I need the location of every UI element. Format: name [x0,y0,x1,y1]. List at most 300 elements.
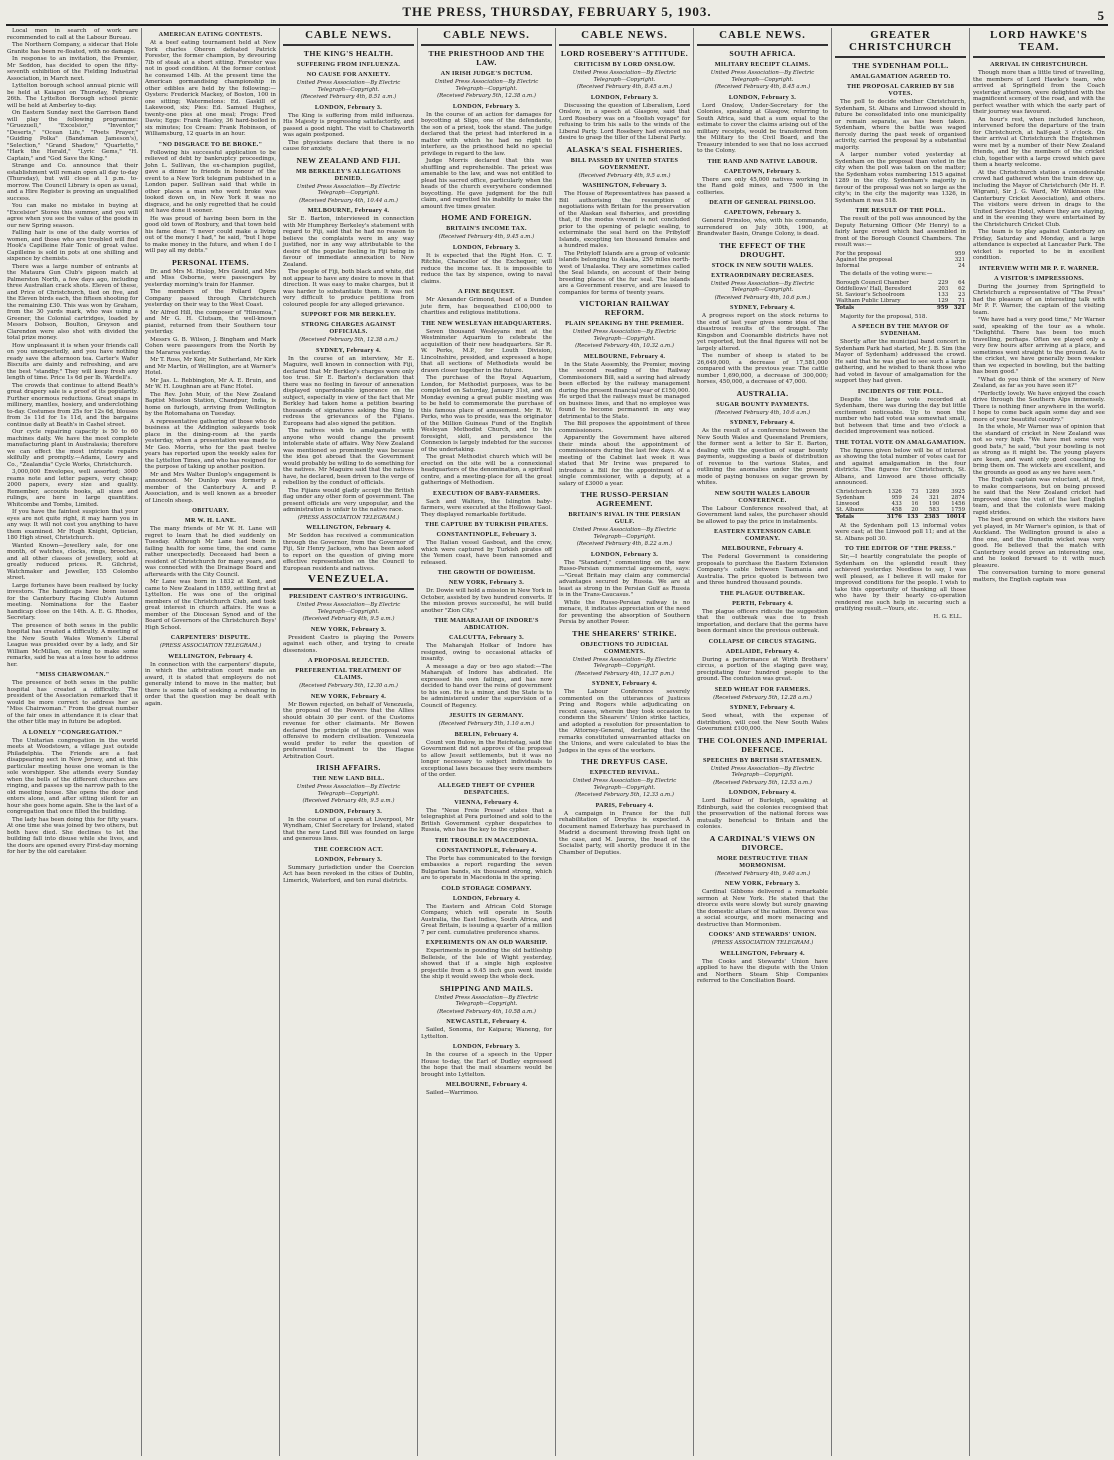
article-paragraph: Following his successful application to be relieved of debt by bankruptcy proceedings, John L. Sullivan, the ex-champion pugilist, gave a dinner to friends in honour of the event to a New York telegram published in a London paper. Sullivan said that while in other places a man who went broke was looked down on, in New York it was no disgrace, and he only regretted that he could not have done it sooner. [145,149,276,214]
article-paragraph: There are only 45,000 natives working in the Rand gold mines, and 7500 in the collieries. [697,176,828,196]
article-subheading: NEW YORK, February 3. [724,880,801,887]
article-subheading: A PROPOSAL REJECTED. [307,657,390,664]
section-heading: LORD HAWKE'S TEAM. [973,29,1105,58]
article-subheading: "MISS CHARWOMAN." [35,671,110,678]
article-subheading: MR BERKELEY'S ALLEGATIONS DENIED. [295,167,402,182]
article-subheading: SUGAR BOUNTY PAYMENTS. [716,400,809,408]
article-paragraph: Mr Alfred Hill, the composer of "Hinemoa," and Mr G. H. Clutsam, the well-known pianist, returned from their Southern tour yesterday. [145,309,276,335]
dateline: United Press Association—By Electric Telegraph—Copyright. [572,527,677,540]
article-subheading: THE TROUBLE IN MACEDONIA. [434,836,539,844]
article-subheading: EXTRAORDINARY DECREASES. [711,271,814,279]
article-subheading: LONDON, February 3. [314,103,383,111]
article-subheading: NEW YORK, February 3. [310,625,387,633]
table-row [835,507,966,514]
article-paragraph: A larger number voted yesterday at Sydenham on the proposal than voted in the city when the poll was taken on the matter; the Sydenham votes numbering 1515 against 1289 in the city. Sydenham's majority in favour of the proposal was not so large as the city's; in the city the majority was 1326, in Sydenham it was 518. [835,152,966,204]
dateline: United Press Association—By Electric Telegraph—Copyright. [434,79,539,92]
article-headline: LORD ROSEBERY'S ATTITUDE. [560,49,689,58]
article-subheading: SEED WHEAT FOR FARMERS. [714,685,811,693]
article-headline: THE SYDENHAM POLL. [852,61,949,70]
article-paragraph: In the whole, Mr Warner was of opinion that the standard of cricket in New Zealand was not so very high. "We have met some very good bats," he said, "but your bowling is not as strong as it might be. The young players are keen, and want only good coaching to bring them on. The wickets are excellent, and the grounds as good as any we have seen." [973,424,1105,476]
dateline: (PRESS ASSOCIATION TELEGRAM.) [159,643,262,649]
table-cell: Linwood [836,501,860,508]
article-paragraph: It is expected that the Right Hon. C. T. Ritchie, Chancellor of the Exchequer, will reduce the income tax. It is impossible to reduce the tax by sixpence, owing to naval claims. [421,252,552,285]
column-7 [832,28,970,1456]
column-6 [694,28,832,1456]
article-subheading: WELLINGTON, February 4. [720,949,805,957]
article-paragraph: At a beef eating tournament held at New York charles Oheren defeated Patrick Forester, the former champion, by devouring 7lb of steak at a short sitting. Forester was not in good condition. At the former contest he consumed 14lb. At the present time the American gormandising championship in other edibles are held by the following:—Oysters: Frederick Mackey, of Boston, 100 in one sitting; Watermelons: Ed. Gaskill of Lakewood, six; Pies: Ed. Samuel Hughes, twenty-one pies at one meal; Frogs: Fred Davis; Eggs: Frank Hasley, 36 hard-boiled in six minutes; Ice Cream: Frank Robinson, of Williamsburg, 12 quarts in an hour. [145,40,276,137]
article-subheading: PARIS, February 4. [595,801,654,809]
article-paragraph: The team is to play against Canterbury on Friday, Saturday and Monday, and a large attendance is expected at Lancaster Park. The wicket is reported to be in excellent condition. [973,229,1105,261]
table-cell: 458 [891,507,902,514]
article-subheading: PLAIN SPEAKING BY THE PREMIER. [565,320,684,327]
dateline: (Received February 4th, 8.22 a.m.) [576,541,673,547]
article-paragraph: The figures given below will be of interest as showing the total number of votes cast for and against amalgamation in the four districts. The figures for Christchurch, St. Albans, and Linwood are those officially announced. [835,447,966,487]
article-subheading: ALLEGED THEFT OF CYPHER DESPATCHES. [437,781,536,796]
dateline: United Press Association—By Electric Telegraph—Copyright. [572,70,677,83]
dateline: (Received February 4th, 10.58 a.m.) [437,1008,536,1015]
table-row [835,514,966,521]
dateline: (PRESS ASSOCIATION TELEGRAM.) [711,940,814,946]
article-paragraph: Lord Onslow, Under-Secretary for the Colonies, speaking at Glasgow, referring to South Africa, said that a sum equal to the estimate to cover the claims arising out of the military receipts, would be transferred from the Military to the Civil Board, and the Treasury intended to see that no loss accrued to the Colony. [697,102,828,154]
table-cell: 24 [958,262,965,269]
dateline: (Received February 4th, 10.6 p.m.) [714,294,811,301]
article-headline: VICTORIAN RAILWAY REFORM. [579,299,670,317]
article-paragraph: Sailed, Sonoma, for Kaipara; Waneng, for Lyttelton. [421,1027,552,1040]
article-subheading: LONDON, February 3. [590,550,659,558]
section-heading: CABLE NEWS. [559,29,690,46]
article-subheading: LONDON, February 3. [314,855,383,863]
article-subheading: DEATH OF GENERAL PRINSLOO. [709,199,816,206]
article-paragraph: Sir,—I heartily congratulate the people of Sydenham on the splendid result they achieved yesterday. Needless to say, I was well pleased, as I believe it will make for improved conditions for the people. I wish to take this opportunity of thanking all those who have by their hearty co-operation rendered me such help in securing such a gratifying result.—Yours, etc. [835,554,966,613]
table-cell: 23 [958,292,965,299]
article-subheading: PERTH, February 4. [732,599,793,607]
article-subheading: CAPETOWN, February 3. [724,209,801,216]
article-headline: THE RUSSO-PERSIAN AGREEMENT. [580,490,669,508]
dateline: United Press Association—By Electric Telegraph—Copyright. [296,80,401,93]
article-paragraph: You can make no mistake in buying at "Excelsior" Stores this summer, and you will agree when you see the value of the goods in our new Spring season. [7,203,138,229]
article-paragraph: Wanted Known—Jewellery sale, for one month, of watches, clocks, rings, brooches, and all other classes of jewellery, sold at greatly reduced prices. R. Gilchrist, Watchmaker and Jeweller, 155 Colombo street. [7,542,138,581]
article-subheading: LONDON, February 3. [452,102,521,110]
article-headline: THE COLONIES AND IMPERIAL DEFENCE. [697,735,828,754]
article-paragraph: At the Christchurch station a considerable crowd had gathered when the train drew up, including the Mayor of Christchurch (Mr H. F. Wigram), Sir J. G. Ward, Mr Wilkinson (the Canterbury Cricket Association), and others. The visitors were driven in drags to the United Service Hotel, where they are staying, and in the evening they were entertained by the Christchurch Cricket Club. [973,169,1105,228]
article-paragraph: Dr. Dowie will hold a mission in New York in October, assisted by two hundred converts. If the mission proves successful, he will build another "Zion City." [421,588,552,614]
article-paragraph: An hour's rest, when included luncheon, intervened before the departure of the train for Christchurch, at half-past 3 o'clock. On their arrival at Christchurch the Englishmen were met by a number of their New Zealand friends, and by the members of the cricket club, together with a large crowd which gave them a hearty welcome. [973,116,1105,168]
results-table [835,251,966,270]
table-cell: 24 [911,494,919,501]
article-subheading: A FINE BEQUEST. [458,288,515,295]
dateline: (Received February 4th, 9.45 a.m.) [438,234,535,240]
article-headline: THE SHEARERS' STRIKE. [572,628,677,638]
section-heading: CABLE NEWS. [697,29,828,46]
article-paragraph: Mr Jas. L. Rebbington, Mr A. E. Bruin, and Mr W. H. Loughnan are at Fanc Hotel. [145,377,276,390]
table-cell: St. Saviour's Schoolroom [836,292,905,299]
article-paragraph: There was a large number of entrants at the Mataura Gun Club's pigeon match at Palmerston North, a few days ago, including three Australian crack shots. Eleven of these, and Price of Christchurch, tied on five, and the Eleven birds each, the fifteen shooting for the remaining £30. This was won by Graham, from the 30 yards mark, who was using a Greener, the Colonial cartridges, loaded by Messrs Dobson, Boulton, Greyson and Clarendon were also shot with divided the total prize money. [7,263,138,341]
article-subheading: THE TOTAL VOTE ON AMALGAMATION. [835,438,966,446]
article-paragraph: In the State Assembly, the Premier, moving the second reading of the Railway Commissioners Bill, said a saving had already been effected by the railway management during the present financial year of £150,000. He urged that the railways must be managed on business lines, and that no employee was found to become permanent in any way detrimental to the State. [559,361,690,420]
article-subheading: TO THE EDITOR OF "THE PRESS." [844,545,957,553]
article-paragraph: The physicians declare that there is no cause for anxiety. [283,139,414,152]
table-row [835,280,966,286]
article-paragraph: The presence of both sexes in the public hospital has created a difficulty. A meeting of the New South Wales Women's Liberal League was presided over by a lady, and Sir William McMillan, on rising to make some remarks, said he was at a loss how to address her. [7,622,138,668]
dateline: (Received February 4th, 9.5 a.m.) [578,172,671,179]
article-paragraph: Mr and Mrs Walter Dunlop's engagement is announced. Mr Dunlop was formerly a member of the Canterbury A. and P. Association, and is well known as a breeder of Lincoln sheep. [145,471,276,504]
article-subheading: THE NEW LAND BILL. [312,775,385,782]
article-subheading: SUPPORT FOR MR BERKLEY. [301,311,396,318]
article-headline: THE PRIESTHOOD AND THE LAW. [428,49,545,67]
table-cell: 583 [928,507,940,514]
table-cell: Totals [835,514,882,521]
article-paragraph: The members of the Pollard Opera Company passed through Christchurch yesterday on their way to the West Coast. [145,289,276,308]
article-paragraph: Sach and Walters, the Islington baby-farmers, were executed at the Holloway Gaol. They displayed remarkable fortitude. [421,498,552,518]
article-subheading: OBJECTIONS TO JUDICIAL COMMENTS. [580,640,669,655]
article-subheading: PRESIDENT CASTRO'S INTRIGUING. [289,593,408,600]
column-8 [970,28,1108,1456]
table-cell: 1759 [951,507,965,514]
table-cell: 959 [954,250,965,257]
dateline: United Press Association—By Electric Telegraph—Copyright. [296,183,401,196]
article-paragraph: The details of the voting were:— [840,271,933,278]
article-subheading: BERLIN, February 4. [454,730,519,738]
article-paragraph: The plague officers ridicule the suggestion that the outbreak was due to fresh importation, and declare that the germs have been dormant since the previous outbreak. [697,608,828,634]
table-cell: 190 [928,501,940,508]
article-paragraph: Messrs G. B. Wilson, J. Bingham and Mark Cohen were passengers from the North by the Mararoa yesterday. [145,336,276,356]
article-subheading: EXPECTED REVIVAL. [589,769,660,776]
table-cell: 203 [937,285,949,292]
article-subheading: THE NEW WESLEYAN HEADQUARTERS. [421,319,552,327]
article-subheading: CONSTANTINOPLE, February 3. [436,531,537,538]
dateline: (Received February 4th, 9.5 a.m.) [302,616,395,622]
article-subheading: EXPERIMENTS ON AN OLD WARSHIP. [425,939,548,946]
article-subheading: MELBOURNE, February 4. [583,352,666,360]
table-cell: Waltham Public Library [836,298,901,305]
table-cell: St. Albans [836,507,864,514]
article-subheading: VIENNA, February 4. [454,798,519,806]
article-paragraph: The Labour Conference resolved that, at Government land sales, the purchaser should be allowed to pay the price in instalments. [697,505,828,525]
article-subheading: "NO DISGRACE TO BE BROKE." [158,140,263,148]
article-paragraph: The result of the poll was announced by the Deputy Returning Officer (Mr Henry) to a fairly large crowd which had assembled in front of the Borough Council Chambers. The result was:— [835,216,966,248]
article-paragraph: The Maharajah Holkar of Indore has resigned, owing to occasional attacks of insanity. [421,643,552,662]
article-paragraph: Apparently the Government have altered their minds about the appointment of commissioners during the last few days. At a meeting of the Cabinet last week it was stated that Mr Irvine was prepared to introduce a Bill for the appointment of a single commissioner, with a deputy, at a salary of £3000 a year. [559,435,690,487]
table-cell: Informal [836,262,860,269]
article-subheading: LONDON, February 3. [590,93,659,101]
article-subheading: STRONG CHARGES AGAINST OFFICIALS. [301,321,396,335]
dateline: United Press Association—By Electric Telegraph—Copyright. [434,994,539,1007]
article-subheading: THE CAPTURE BY TURKISH PIRATES. [424,521,549,528]
article-paragraph: Judge Morris declared that this was shuffling and reprehensible. The priest was amenable to the law, and was not entitled to plead his sacred office, particularly when the heads of the church everywhere condemned boycotting. He gave judgment for the full claim, and regretted his inability to make the amount five times greater. [421,158,552,210]
article-subheading: AN IRISH JUDGE'S DICTUM. [440,70,533,77]
article-subheading: MORE DESTRUCTIVE THAN MORMONISM. [716,854,809,869]
dateline: United Press Association—By Electric Telegraph—Copyright. [710,280,815,293]
dateline: (Received February 4th, 10.6 a.m.) [714,409,811,416]
dateline: United Press Association—By Electric Telegraph—Copyright. [572,778,677,791]
column-5 [556,28,694,1456]
article-paragraph: The King is suffering from mild influenza. His Majesty is progressing satisfactorily, and passed a good night. The visit to Chatsworth was again postponed. [283,112,414,138]
article-paragraph: How unpleasant it is when your friends call on you unexpectedly, and you have nothing ready save the afternoon tea. Carter's Wafer Biscuits are dainty and refreshing, and are the best "standby." They will keep fresh any length of time. Price 1s 6d per lb. Wardell's. [7,342,138,381]
article-paragraph: The purchase of the Royal Aquarium, London, for Methodist purposes, was to be completed on Saturday, January 31st, and on Monday evening a great public meeting was to be held to commemorate the purchase of this famous place of amusement. Mr R. W. Perks, who was to preside, was the originator of the Million Guineas Fund of the English Wesleyan Methodist Church, and to his foresight, skill, and persistence the Connexion is largely indebted for the success of the undertaking. [421,375,552,453]
article-paragraph: The House of Representatives has passed a Bill authorising the resumption of negotiations with Britain for the preservation of the Alaskan seal fisheries, and providing that, if the modus vivendi is not concluded prior to the opening of pelagic sealing, to exterminate the seal herd on the Pribyloff Islands, excepting ten thousand females and a hundred males. [559,191,690,249]
article-headline: SOUTH AFRICA. [729,49,796,58]
column-1 [4,28,142,1456]
table-cell: 16 [911,501,919,508]
column-3 [280,28,418,1456]
article-paragraph: The Labour Conference severely commented on the utterances of Justices Pring and Rogers while adjudicating on recent cases, wherein they took occasion to condemn the Shearers' Union strike tactics, and adopted a resolution for presentation to the Attorney-General, declaring that the remarks constituted unwarranted attacks on the Unions, and were calculated to bias the Judges in the eyes of the workers. [559,689,690,754]
table-cell: 321 [928,494,940,501]
columns [4,28,1110,1456]
dateline: (Received February 4th, 8.51 a.m.) [300,94,397,100]
article-subheading: THE RAND AND NATIVE LABOUR. [707,157,818,165]
table-cell: Against the proposal [836,256,893,263]
table-cell: Oddfellows' Hall, Beresford [836,285,912,292]
article-paragraph: He was proud of having been born in the good old town of Roxbury, and that town held his fame dear. "I never could make a living out of the money I had," he said, "but I hope to make money in the future, and when I do I will pay all my debts." [145,215,276,254]
article-headline: NEW ZEALAND AND FIJI. [296,155,401,165]
article-subheading: MILITARY RECEIPT CLAIMS. [714,61,811,68]
table-cell: 2874 [951,494,965,501]
article-subheading: AMERICAN EATING CONTESTS. [158,31,263,38]
table-row [835,305,966,312]
table-cell: 20 [911,507,919,514]
dateline: (Received February 4th, 9.5 a.m.) [302,798,395,804]
article-paragraph: The poll to decide whether Christchurch, Sydenham, St. Albans and Linwood should in future be consolidated into one municipality or remain separate, as has been taken. Sydenham, where the battle was waged fiercely during the past week of organised activity, carried the proposal by a substantial majority. [835,99,966,151]
page-number: 5 [1097,8,1104,23]
article-subheading: SYDNEY, February 4. [730,419,795,426]
dateline: (Received February 5th, 12.28 a.m.) [713,694,812,701]
dateline: (Received February 5th, 12.30 a.m.) [299,683,398,689]
article-paragraph: Shortly after the municipal band concert in Sydenham Park had started, Mr J. B. Sim (the Mayor of Sydenham) addressed the crowd. He said that he was glad to see such a large gathering, and he wished to thank those who had voted in favour of amalgamation for the support they had given. [835,339,966,385]
table-cell: 3925 [951,488,965,495]
article-paragraph: In the course of a speech in the Upper House to-day, the Earl of Dudley expressed the hope that the mail steamers would be brought into Lyttelton. [421,1052,552,1078]
article-paragraph: Sir E. Barton, interviewed in connection with Mr Humphrey Berkeley's statement with regard to Fiji, said that he had no reason to believe the complaints were in any way justified, nor in any way attributable to the desire of the popular feeling in Fiji being in favour of immediate annexation to New Zealand. [283,216,414,268]
article-subheading: LONDON, February 4. [452,894,521,902]
article-subheading: THE RESULT OF THE POLL. [855,207,946,214]
article-subheading: AMALGAMATION AGREED TO. [850,73,951,80]
article-paragraph: Despite the large vote recorded at Sydenham, there was during the day but little excitement noticeable. Up to noon the number who had voted was somewhat small, but between that time and two o'clock a decided improvement was noticed. [835,396,966,436]
article-paragraph: In the course of a speech at Liverpool, Mr Wyndham, Chief Secretary for Ireland, stated that the new Land Bill was founded on large and generous lines. [283,816,414,842]
article-paragraph: The lady has been doing this for fifty years. At one time she was joined by two others, but both have died. She declines to let the building fall into disuse while she lives, and the doors are opened every First-day morning for her by the old caretaker. [7,816,138,855]
table-cell: 73 [911,488,919,495]
article-paragraph: Mr Lane was born in 1832 at Kent, and came to New Zealand in 1859, settling first at Lyttelton. He was one of the original members of the Christchurch Club, and took great interest in church affairs. He was a member of the Diocesan Synod and of the Board of Governors of the Christchurch Boys' High School. [145,579,276,631]
table-cell: 433 [891,501,902,508]
article-subheading: EASTERN EXTENSION CABLE COMPANY. [714,528,811,542]
article-subheading: SUFFERING FROM INFLUENZA. [296,61,401,68]
article-subheading: CALCUTTA, February 3. [449,634,524,641]
article-subheading: NEW SOUTH WALES LABOUR CONFERENCE. [714,489,811,504]
article-paragraph: Large fortunes have been realised by lucky investors. The handicaps have been issued for the Canterbury Racing Club's Autumn meeting. Nominations for the Easter handicap close on the 14th. A. E. G. Rhodes, Secretary. [7,582,138,621]
article-paragraph: The Rev. John Muir, of the New Zealand Baptist Mission Station, Chandpur, India, is home on furlough, arriving from Wellington by the Rotomahana on Tuesday. [145,391,276,417]
table-cell: 959 [891,494,902,501]
article-subheading: SYDNEY, February 4. [316,346,381,354]
table-cell: Borough Council Chamber [836,279,909,286]
article-paragraph: The Northern Company, a sidecar that Hole Granite has been re-floated, with no damage. [7,42,138,55]
table-cell: 229 [937,279,949,286]
article-subheading: COLLAPSE OF CIRCUS STAGING. [708,637,817,645]
article-paragraph: The Porte has communicated to the foreign embassies a report regarding the seven Bulgarian bands, six thousand strong, which are to operate in Macedonia in the spring. [421,855,552,881]
article-paragraph: The people of Fiji, both black and white, did not appear to have any desire to move in that direction. It was easy to make charges, but it was harder to substantiate them. It was not very difficult to produce petitions from coloured people for any alleged grievance. [283,269,414,308]
article-subheading: LONDON, February 3. [452,1043,521,1050]
article-subheading: NEW YORK, February 4. [310,692,387,700]
column-4 [418,28,556,1456]
article-paragraph: The Pribyloff Islands are a group of volcanic islands belonging to Alaska, 250 miles north-west of Unalaska. They are sometimes called the Seal Islands, on account of their being breeding places of the fur seal. The islands are a Government reserve, and are leased to companies for terms of twenty years. [559,250,690,296]
article-paragraph: The presence of both sexes in the public hospital has created a difficulty. The president of the Association remarked that it would be more correct to address her as "Miss Chairwoman." From the great number of the fair ones in attendance it is clear that the other title may in future be adopted. [7,680,138,725]
article-paragraph: Strange and Co. announce that their establishment will remain open all day to-day (Thursday), but will close at 1 p.m. to-morrow. The Council Library is open as usual, and a Hire Register is proving an unqualified success. [7,163,138,202]
article-subheading: THE COERCION ACT. [313,845,384,853]
article-paragraph: The Italian vessel Gasboat, and the crew, which were captured by Turkish pirates off the Yemen coast, have been ransomed and released. [421,540,552,566]
table-cell: 321 [954,256,965,263]
article-subheading: THE GROWTH OF DOWIEISM. [437,569,536,576]
section-heading: CABLE NEWS. [421,29,552,46]
masthead [6,2,1108,26]
article-headline: SHIPPING AND MAILS. [439,983,534,993]
article-paragraph: The English captain was reluctant, at first, to make comparisons, but on being pressed he said that the New Zealand cricket had improved since the visit of the last English team, and that the colonists were making rapid strides. [973,477,1105,516]
dateline: (Received February 4th, 8.45 a.m.) [576,84,673,90]
article-subheading: MELBOURNE, February 4. [445,1081,528,1088]
article-paragraph: Lyttelton borough school annual picnic will be held at Kaiapoi on Thursday, February 26th. The Lyttelton Borough school picnic will be held at Amberley to-day. [7,83,138,109]
dateline: (Received February 5th, 12.33 a.m.) [575,792,674,798]
letter-signature: H. G. ELL. [933,613,962,620]
dateline: (Received February 5th, 1.10 a.m.) [438,721,535,727]
article-paragraph: In the course of an interview, Mr E. Maguire, well known in connection with Fiji, declared that Mr Berkley's charges were only too true. Sir E. Barton's declaration that there was no feeling in favour of annexation displayed unpardonable ignorance on the subject, especially in view of the fact that Mr Berkley had taken home a petition bearing thousands of signatures asking the King to redress the grievances of the Fijians. Europeans had also signed the petition. [283,355,414,427]
article-paragraph: On Eastern Sunday next the Garrison Band will play the following programme: "Gruezuell," "Excelsior," "Inventor," "Deserts," "Ocean Life," "Poets Prayer," "Guiding Polka" (Bandsman Jameson's), "Selection," "Grand Shadow," "Quartetto," "Hark the Herald," "Lyric Gems," "H. Captain," and "God Save the King." [7,110,138,162]
article-subheading: WELLINGTON, February 4. [168,652,253,660]
article-paragraph: As the result of a conference between the New South Wales and Queensland Premiers, the former sent a letter to Sir E. Barton, dealing with the question of sugar bounty payments, suggesting a basis of distribution of revenue to the various States, and outlining the anomalies under the present mode of paying bonuses on sugar grown by whites. [697,428,828,486]
dateline: United Press Association—By Electric Telegraph—Copyright. [296,784,401,797]
article-paragraph: Count von Bulow, in the Reichstag, said the Government did not approve of the proposal to allow Jesuit settlements, but it was no longer necessary to subject individuals to exceptional laws because they were members of the order. [421,739,552,778]
article-subheading: ADELAIDE, February 4. [725,647,800,655]
table-cell: 62 [958,285,965,292]
article-paragraph: A representative gathering of those who do business at the Addington saleyards took place in the dining-room at the yards yesterday, when a presentation was made to Mr Geo. Morris, who for the past twelve years has reported upon the weekly sales for the Lyttelton Times, and who has resigned for the purpose of taking up another position. [145,418,276,470]
article-paragraph: The many friends of Mr W. H. Lane will regret to learn that he died suddenly on Tuesday. Although Mr Lane had been in failing health for some time, the end came rather unexpectedly. Deceased had been a resident of Christchurch for many years, and was connected with the Drainage Board and afterwards with the City Council. [145,526,276,578]
article-paragraph: Cardinal Gibbons delivered a remarkable sermon at New York. He stated that the divorce evils were slowly but surely gnawing the domestic altars of the nation. Divorce was a social scourge, and more menacing and destructive than Mormonism. [697,889,828,928]
article-paragraph: Though more than a little tired of travelling, the members of Lord Hawke's team, who arrived at Springfield from the Coach yesterday afternoon, were delighted with the magnificent scenery of the road, and with the perfect weather with which the early part of their journey was favoured. [973,70,1105,115]
table-cell: 321 [949,305,966,312]
article-subheading: BRITAIN'S RIVAL IN THE PERSIAN GULF. [568,511,681,525]
article-subheading: A VISITOR'S IMPRESSIONS. [994,274,1084,282]
article-paragraph: In connection with the carpenters' dispute, in which the arbitration court made an award, it is stated that employers do not generally intend to move in the matter, but there is some talk of seeking a rehearing in order that the question may be dealt with again. [145,661,276,707]
dateline: (Received February 4th, 8.45 a.m.) [714,84,811,90]
article-paragraph: Experiments in pounding the old battleship Belleisle, of the Isle of Wight yesterday, showed that if a single high explosive projectile from a 9.45 inch gun went inside the ship it would sweep the whole deck. [421,948,552,980]
article-subheading: STOCK IN NEW SOUTH WALES. [711,261,814,269]
article-headline: AUSTRALIA. [736,388,789,398]
dateline: (Received February 4th, 10.32 a.m.) [575,343,674,349]
article-subheading: LONDON, February 3. [452,243,521,251]
table-row [835,263,966,269]
article-subheading: A LONELY "CONGREGATION." [22,728,123,736]
article-subheading: MELBOURNE, February 4. [721,545,804,552]
article-subheading: MR W. H. LANE. [184,517,237,524]
article-paragraph: If you have the faintest suspicion that your eyes are not quite right, it may harm you in any way. It will not cost you anything to have them examined. Mr Hugh Knight, Optician, 180 High street, Christchurch. [7,509,138,541]
article-subheading: BILL PASSED BY UNITED STATES GOVERNMENT. [570,156,679,171]
article-paragraph: At the Sydenham poll 13 informal votes were cast; at the Linwood poll 11; and at the St. Albans poll 30. [835,522,966,542]
article-paragraph: Local men in search of work are recommended to call at the Labour Bureau. [7,28,138,41]
article-subheading: THE PROPOSAL CARRIED BY 518 VOTES. [846,83,955,97]
article-subheading: MELBOURNE, February 4. [307,207,390,214]
article-paragraph: The great Methodist church which will be erected on the site will be a connexional headquarters of the denomination, a spiritual centre, and a meeting-place for all the great gatherings of Methodism. [421,454,552,486]
article-subheading: PREFERENTIAL TREATMENT OF CLAIMS. [295,667,402,681]
article-subheading: JESUITS IN GERMANY. [449,712,524,719]
table-cell: Christchurch [836,488,872,495]
article-paragraph: Falling hair is one of the daily worries of women, and those who are troubled will find Hook's Capilleine Hair Tonic of great value. Capilleine is sold in pots at one shilling and sixpence by chemists. [7,230,138,262]
table-cell: 133 [937,292,949,299]
dateline: United Press Association—By Electric Telegraph—Copyright. [710,765,815,778]
results-table [835,280,966,312]
article-paragraph: Dr. and Mrs M. Hislop, Mrs Gould, and Mrs and Miss Osborne, were passengers by yesterday morning's train for Hanmer. [145,268,276,288]
article-paragraph: "Perfectly lovely. We have enjoyed the coach drive through the Southern Alps immensely. There is nothing finer anywhere in the world. I hope to come back again some day and see more of your beautiful country." [973,390,1105,423]
article-headline: ALASKA'S SEAL FISHERIES. [566,144,683,154]
article-subheading: THE MAHARAJAH OF INDORE'S ABDICATION. [434,617,539,631]
section-heading: GREATER CHRISTCHURCH [835,29,966,58]
table-cell: 959 [933,305,950,312]
article-headline: THE DREYFUS CASE. [581,757,668,766]
article-paragraph: Mr Alexander Grimond, head of a Dundee jute firm, has bequeathed £100,000 to charities and religious institutions. [421,297,552,316]
article-subheading: INTERVIEW WITH MR P. F. WARNER. [979,264,1099,272]
dateline: (Received February 5th, 12.38 a.m.) [437,93,536,99]
dateline: (Received February 5th, 12.53 a.m.) [713,779,812,786]
table-cell: 129 [937,298,949,305]
article-subheading: INCIDENTS OF THE POLL. [857,387,944,395]
table-cell: 10014 [940,514,966,521]
article-paragraph: "What do you think of the scenery of New Zealand, as far as you have seen it?" [973,376,1105,389]
article-subheading: CARPENTERS' DISPUTE. [170,634,251,641]
article-paragraph: The Unitarian congregation in the world meets at Woodstown, a village just outside Philadelphia. The Friends are a fast disappearing sect in New Jersey, and at this particular meeting house one woman is the sole worshipper. She attends every Sunday when the bells of the different churches are ringing, and passes up the narrow path to the old meeting house. She opens the door and enters alone, and after sitting silent for an hour she goes home again. She is the last of a congregation that once filled the building. [7,737,138,815]
masthead-title: THE PRESS, THURSDAY, FEBRUARY 5, 1903. [402,4,712,19]
article-headline: IRISH AFFAIRS. [316,763,381,772]
article-subheading: BRITAIN'S INCOME TAX. [446,225,527,232]
article-paragraph: The crowds that continue to attend Beath's great drapery sale is a proof of its popularity. Further enormous reductions. Great snaps in millinery, mantles, hosiery, and underclothing to-day. Costumes from 25s for 12s 6d, blouses from 3s 11d for 1s 11d, and the bargains continue daily at Beath's in Cashel street. [7,382,138,428]
article-subheading: CAPETOWN, February 3. [724,167,801,175]
article-paragraph: The Eastern and African Cold Storage Company, which will operate in South Australia, the East Indies, South Africa, and Great Britain, is issuing a quarter of a million 7 per cent. cumulative preference shares. [421,903,552,936]
article-paragraph: In the course of an action for damages for boycotting at Sligo, one of the defendants, the son of a priest, took the stand. The judge declared that the priest had interfered in a matter with which he had no right to interfere, as the priesthood held no special privilege in regard to the law. [421,111,552,157]
article-subheading: WASHINGTON, February 3. [582,182,667,189]
article-subheading: A SPEECH BY THE MAYOR OF SYDENHAM. [851,323,950,338]
article-headline: A CARDINAL'S VIEWS ON DIVORCE. [709,833,816,852]
table-cell: 71 [958,298,965,305]
article-paragraph: Our cycle repairing capacity is 50 to 60 machines daily. We have the most complete manufacturing plant in Australasia; therefore we can effect the most intricate repairs skilfully and promptly.—Adams, Lowry and Co., "Zealandia" Cycle Works, Christchurch. [7,429,138,468]
article-paragraph: Seven thousand Wesleyans met at the Westminster Aquarium to celebrate the acquisition of their new headquarters. Sir R. W. Perks, M.P., for Louth Division, Lincolnshire, presided, and expressed a hope that all sections of Methodists would be drawn closer together in the future. [421,328,552,374]
article-paragraph: The Federal Government is considering proposals to purchase the Eastern Extension Company's cable between Tasmania and Australia. The price quoted is between two and three hundred thousand pounds. [697,554,828,586]
article-subheading: LONDON, February 4. [728,789,797,796]
article-paragraph: The Fijians would gladly accept the British flag under any other form of government. The present officials are very unpopular, and the administration is unfair to the native race. [283,487,414,513]
article-paragraph: General Prinsloo, who, with his commando, surrendered on July 30th, 1900, at Brandwater Basin, Orange Colony, is dead. [697,218,828,237]
dateline: (PRESS ASSOCIATION TELEGRAM.) [297,514,400,521]
article-subheading: CONSTANTINOPLE, February 4. [436,846,537,854]
article-paragraph: "We have had a very good time," Mr Warner said, speaking of the tour as a whole. "Delightful. There has been too much travelling, perhaps. Often we played only a very few hours after arriving at a place, and sometimes went straight to the ground. As to the cricket, we have generally been weaker than we expected in bowling, but the batting has been good." [973,317,1105,375]
article-subheading: SYDNEY, February 4. [730,704,795,711]
article-subheading: NEW YORK, February 3. [448,579,525,586]
table-cell: Totals [835,305,933,312]
table-cell: 1289 [925,488,940,495]
article-paragraph: During a performance at Wirth Brothers' circus, a portion of the staging gave way, precipitating four hundred people to the ground. The confusion was great. [697,656,828,682]
table-cell: 2383 [919,514,940,521]
article-paragraph: Mr Seddon has received a communication through the Governor, from the Governor of Fiji, Sir Henry Jackson, who has been asked to report on the question of giving more effective representation on the Council to European residents and natives. [283,533,414,572]
article-subheading: SYDNEY, February 4. [592,680,657,687]
article-subheading: OBITUARY. [192,507,229,514]
article-paragraph: The best ground on which the visitors have yet played, in Mr Warner's opinion, is that of Auckland. The Wellington ground is also a fine one, and the Dunedin wicket was very good. He believed that the match with Canterbury would prove an interesting one, and he looked forward to it with much pleasure. [973,517,1105,569]
article-paragraph: Summary jurisdiction under the Coercion Act has been revoked in the cities of Dublin, Limerick, Waterford, and ten rural districts. [283,864,414,884]
article-subheading: ARRIVAL IN CHRISTCHURCH. [990,61,1088,68]
dateline: United Press Association—By Electric Telegraph—Copyright. [572,656,677,669]
dateline: United Press Association—By Electric Telegraph—Copyright. [572,329,677,342]
article-subheading: CRITICISM BY LORD ONSLOW. [573,61,676,68]
article-paragraph: A campaign in France for the full rehabilitation of Dreyfus is expected. A document named Esterhazy has purchased in Madrid a document throwing fresh light on the case, and M. Jaures, the head of the Socialist party, will shortly produce it in the Chamber of Deputies. [559,810,690,856]
table-cell: 3176 [882,514,903,521]
table-cell: 64 [958,279,965,286]
dateline: United Press Association—By Electric Telegraph—Copyright. [296,602,401,615]
article-subheading: COLD STORAGE COMPANY. [441,884,532,892]
results-table [835,489,966,521]
article-paragraph: Mr Bowen rejected, on behalf of Venezuela, the proposal of the Powers that the Allies should obtain 30 per cent. of the Customs revenue for other claimants. Mr Bowen declared the principle of the proposal was offensive to modern civilisation. Venezuela would prefer to refer the question of preferential treatment to the Hague Arbitration Court. [283,701,414,760]
article-subheading: SYDNEY, February 4. [730,304,795,311]
column-2 [142,28,280,1456]
article-paragraph: While the Russo-Persian railway is no menace, it indicates appreciation of the need for preventing the absorption of Southern Persia by another Power. [559,599,690,625]
